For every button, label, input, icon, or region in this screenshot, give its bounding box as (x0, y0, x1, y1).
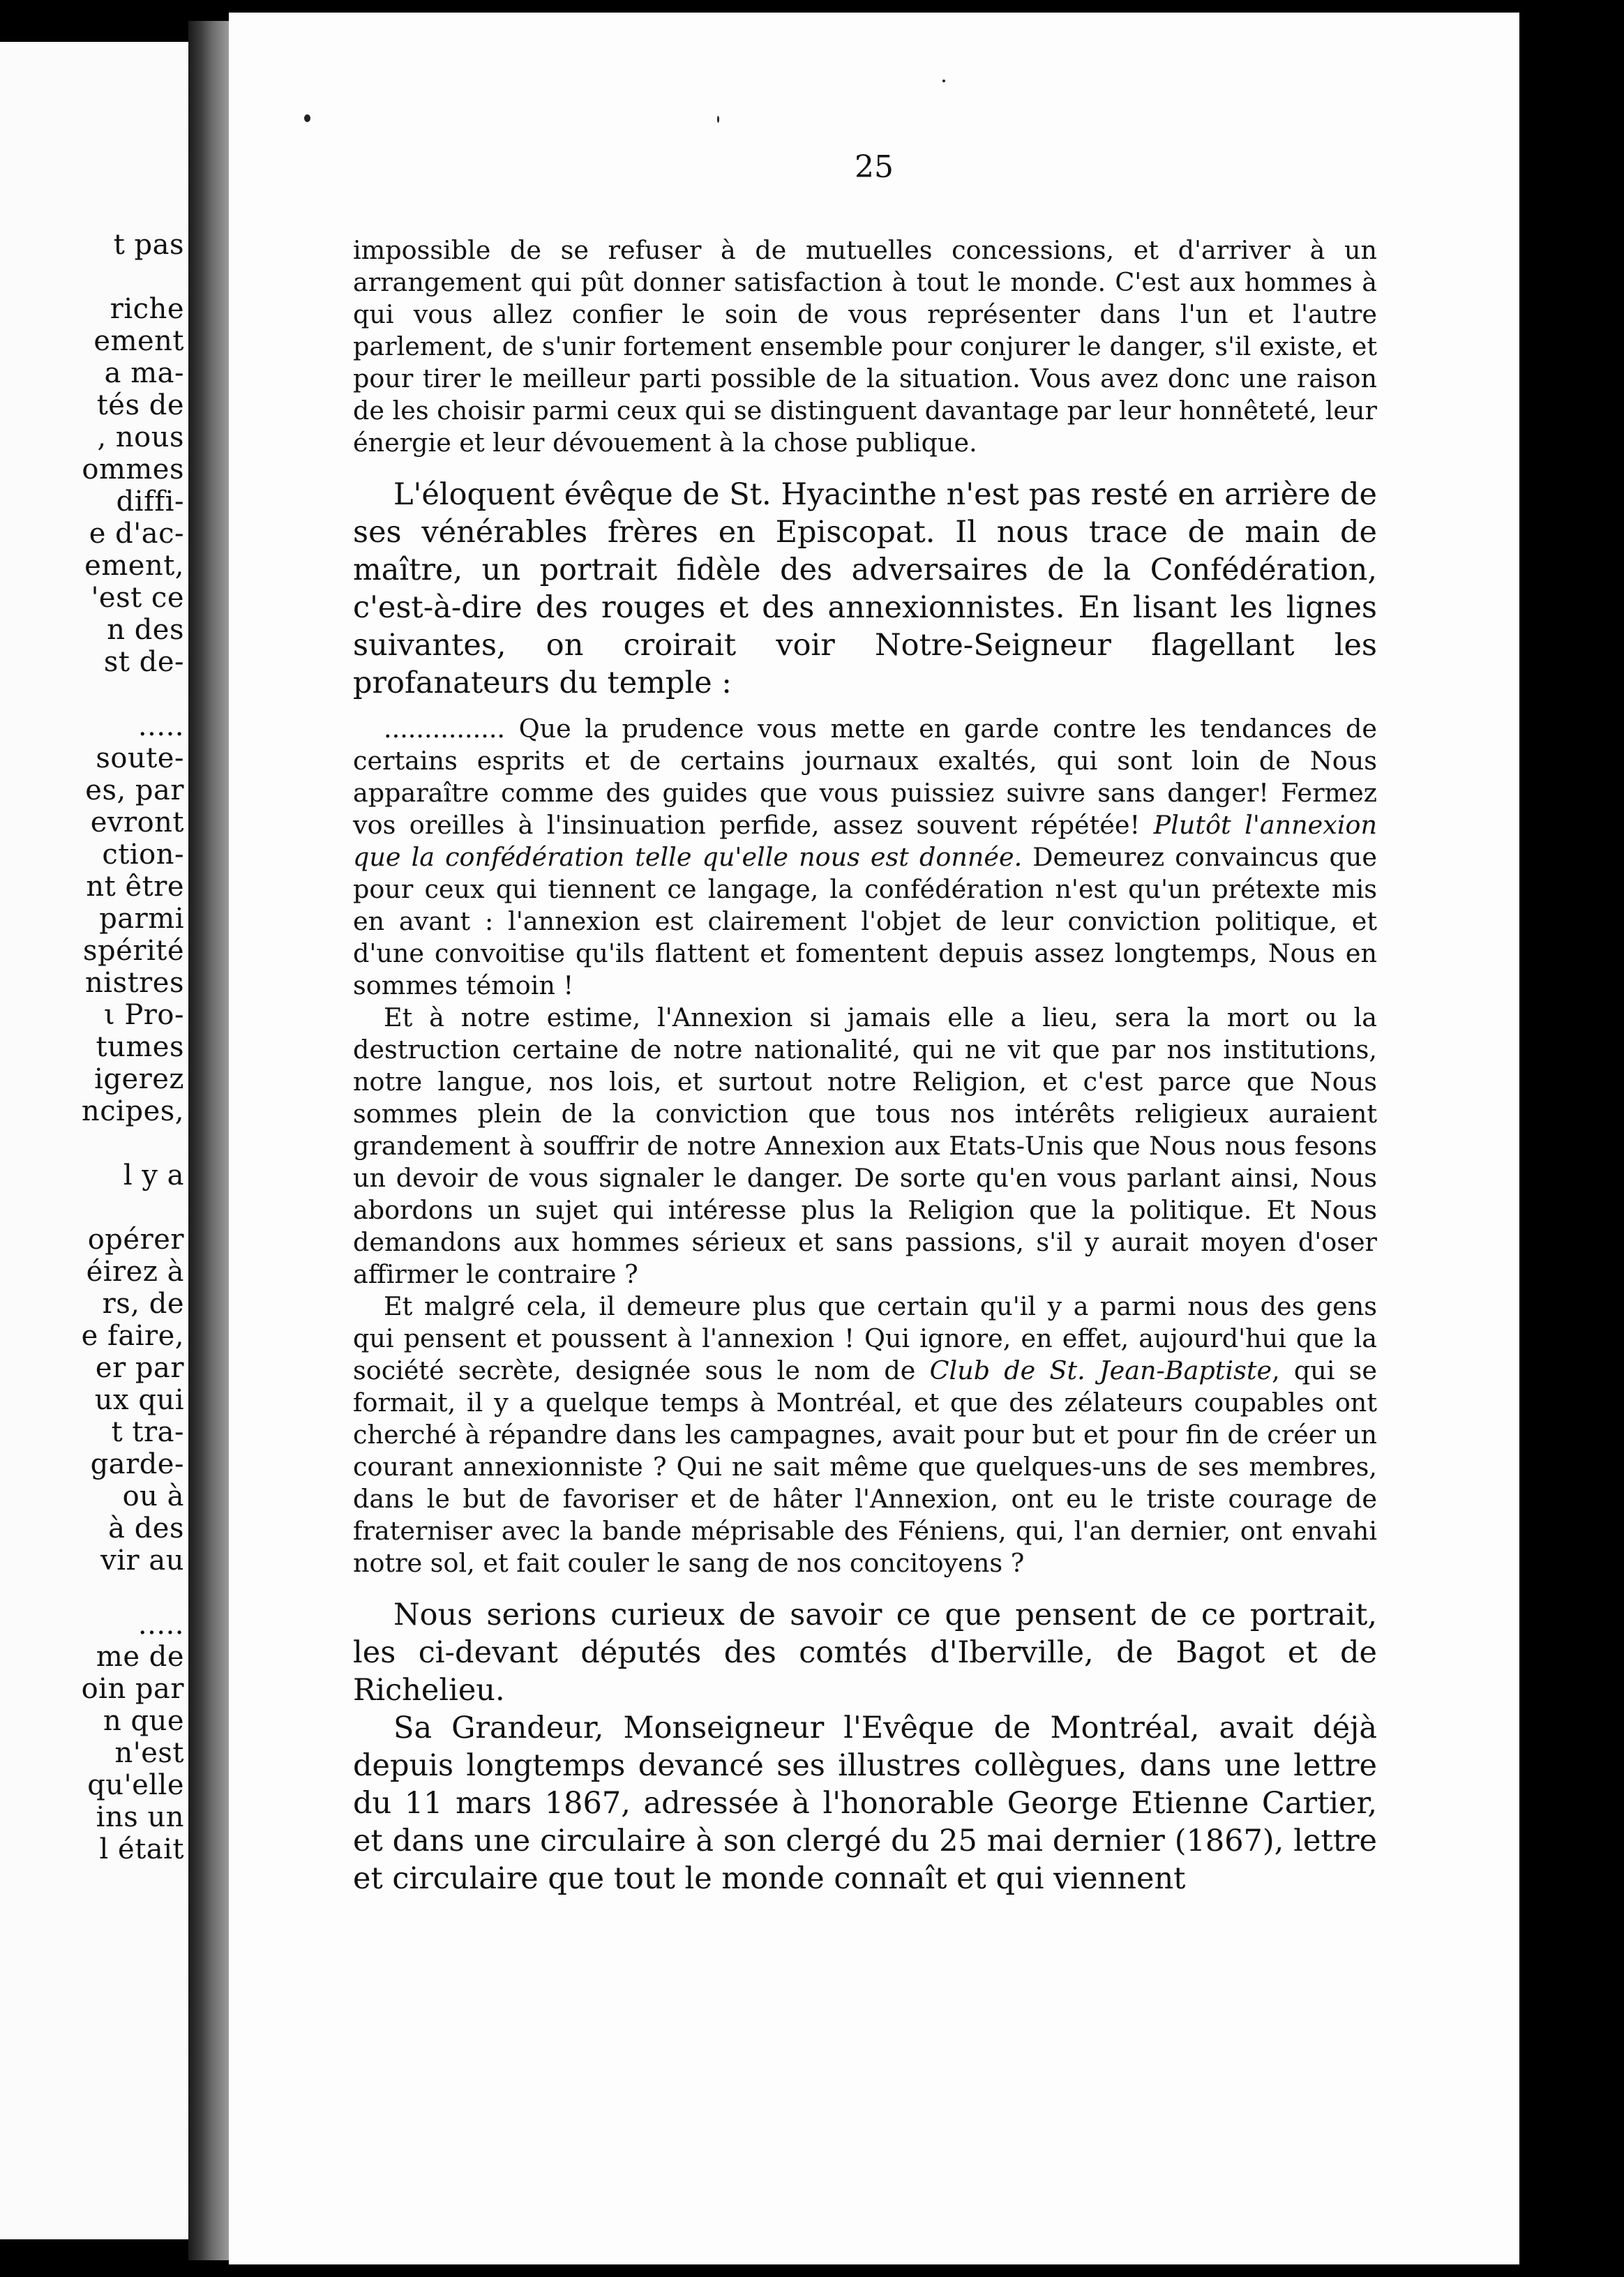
left-page-line: ction- (102, 839, 184, 871)
quote-club-end: , qui se formait, il y a quelque temps à Montréal, et que des zélateurs coupables ont cherché à répandre dans les campagnes, avait pour but et pour fin de créer un courant annexionniste ? Qui ne sait même que quelques-uns de ses membres, dans le but de favoriser et de hâter l'Annexion, ont eu le triste courage de fraterniser avec la bande méprisable des Féniens, qui, l'an dernier, ont envahi notre sol, et fait couler le sang de nos concitoyens ? (353, 1355, 1377, 1578)
left-page-line: me de (96, 1641, 184, 1673)
left-page-line: opérer (87, 1224, 184, 1256)
left-page-line: 'est ce (91, 582, 184, 614)
left-page-line: tés de (96, 389, 184, 421)
left-page-line: parmi (99, 903, 184, 935)
left-page-line: nt être (86, 871, 184, 903)
scan-speck (304, 114, 310, 122)
left-page-line: diffi- (116, 486, 184, 518)
left-page-line: e d'ac- (89, 518, 184, 550)
page-body (353, 234, 1377, 1898)
quote-club-name-italic: Club de St. Jean-Baptiste (929, 1355, 1272, 1385)
left-page-line: e faire, (81, 1320, 184, 1352)
left-page-line: n des (107, 614, 184, 646)
left-page-line: ux qui (94, 1384, 184, 1416)
left-page-line: l était (99, 1833, 184, 1865)
quote-ellipsis: ............... (384, 714, 506, 744)
left-page-line: ou à (122, 1480, 184, 1512)
paragraph-portrait: Nous serions curieux de savoir ce que pensent de ce portrait, les ci-devant députés des comtés d'Iberville, de Bagot et de Richelieu. (353, 1598, 1377, 1708)
left-page-line: es, par (85, 774, 184, 806)
quote-club (353, 1291, 1377, 1579)
paragraph-montreal: Sa Grandeur, Monseigneur l'Evêque de Montréal, avait déjà depuis longtemps devancé ses illustres collègues, dans une lettre du 11 mars 1867, adressée à l'honorable George Etienne Cartier, et dans une circulaire à son clergé du 25 mai dernier (1867), lettre et circulaire que tout le monde connaît et qui viennent (353, 1711, 1377, 1896)
left-page-line: riche (110, 293, 184, 325)
paragraph-concessions: impossible de se refuser à de mutuelles concessions, et d'arriver à un arrangement qui pût donner satisfaction à tout le monde. C'est aux hommes à qui vous allez confier le soin de vous représenter dans l'un et l'autre parlement, de s'unir fortement ensemble pour conjurer le danger, s'il existe, et pour tirer le meilleur parti possible de la situation. Vous avez donc une raison de les choisir parmi ceux qui se distinguent davantage par leur honnêteté, leur énergie et leur dévouement à la chose publique. (353, 235, 1377, 458)
quote-prudence-end: Demeurez convaincus que pour ceux qui tiennent ce langage, la confédération n'est qu'un prétexte mis en avant : l'annexion est clairement l'objet de leur conviction politique, et d'une convoitise qu'ils flattent et fomentent depuis assez longtemps, Nous en sommes témoin ! (353, 842, 1377, 1000)
left-page-line: ..... (137, 1609, 184, 1641)
scan-border (1519, 0, 1624, 2277)
left-page-line: , nous (97, 421, 184, 453)
left-page-line: t tra- (111, 1416, 184, 1448)
left-page-line: ι Pro- (103, 999, 184, 1031)
quote-prudence-text: Que la prudence vous mette en garde contre les tendances de certains esprits et de certains journaux exaltés, qui sont loin de Nous apparaître comme des guides que vous puissiez suivre sans danger! Fermez vos oreilles à l'insinuation perfide, assez souvent répétée! (353, 714, 1377, 840)
quote-nationalite: Et à notre estime, l'Annexion si jamais elle a lieu, sera la mort ou la destruction certaine de notre nationalité, qui ne vit que par nos institutions, notre langue, nos lois, et surtout notre Religion, et c'est parce que Nous sommes plein de la conviction que tous nos intérêts religieux auraient grandement à souffrir de notre Annexion aux Etats-Unis que Nous nous fesons un devoir de vous signaler le danger. De sorte qu'en vous parlant ainsi, Nous abordons un sujet qui intéresse plus la Religion que la politique. Et Nous demandons aux hommes sérieux et sans passions, s'il y aurait moyen d'oser affirmer le contraire ? (353, 1002, 1377, 1289)
left-page-line: t pas (113, 229, 184, 261)
left-page-line: à des (108, 1512, 184, 1545)
quote-club-text: Et malgré cela, il demeure plus que certain qu'il y a parmi nous des gens qui pensent et poussent à l'annexion ! Qui ignore, en effet, aujourd'hui que la société secrète, designée sous le nom de (353, 1291, 1377, 1385)
left-page-line: ommes (82, 453, 184, 486)
left-page-line: qu'elle (87, 1769, 184, 1801)
left-page-line: soute- (96, 742, 184, 774)
left-page-line: vir au (100, 1545, 184, 1577)
left-page-line: éirez à (86, 1256, 184, 1288)
left-page-line: ..... (137, 710, 184, 742)
left-page-line: n'est (114, 1737, 184, 1769)
paragraph-st-hyacinthe: L'éloquent évêque de St. Hyacinthe n'est pas resté en arrière de ses vénérables frères en Episcopat. Il nous trace de main de maître, un portrait fidèle des adversaires de la Confédération, c'est-à-dire des rouges et des annexionnistes. En lisant les lignes suivantes, on croirait voir Notre-Seigneur flagellant les profanateurs du temple : (353, 477, 1377, 700)
book-gutter (188, 21, 229, 2260)
left-page-line: st de- (103, 646, 184, 678)
left-page-line: er par (95, 1352, 184, 1384)
left-page-line: rs, de (102, 1288, 184, 1320)
left-page-line: oin par (81, 1673, 184, 1705)
left-page-line: spérité (83, 935, 184, 967)
left-page-line: nistres (85, 967, 184, 999)
quote-annexion-italic: Plutôt l'annexion que la confédération telle qu'elle nous est donnée. (353, 810, 1378, 872)
scan-speck (717, 116, 719, 123)
left-page-fragment (0, 42, 188, 2239)
quote-prudence (353, 713, 1377, 1002)
left-page-line: garde- (90, 1448, 184, 1480)
left-page-line: ins un (96, 1801, 184, 1833)
scan-speck (942, 80, 945, 82)
left-page-line: l y a (123, 1159, 184, 1192)
left-page-line: tumes (96, 1031, 184, 1063)
left-page-line: a ma- (104, 357, 184, 389)
left-page-line: ement (93, 325, 184, 357)
left-page-line: n que (103, 1705, 184, 1737)
left-page-line: igerez (94, 1063, 184, 1095)
page-number: 25 (855, 149, 894, 185)
left-page-line: evront (90, 806, 184, 839)
left-page-line: ncipes, (82, 1095, 184, 1127)
left-page-line: ement, (84, 550, 184, 582)
book-page (229, 13, 1519, 2264)
